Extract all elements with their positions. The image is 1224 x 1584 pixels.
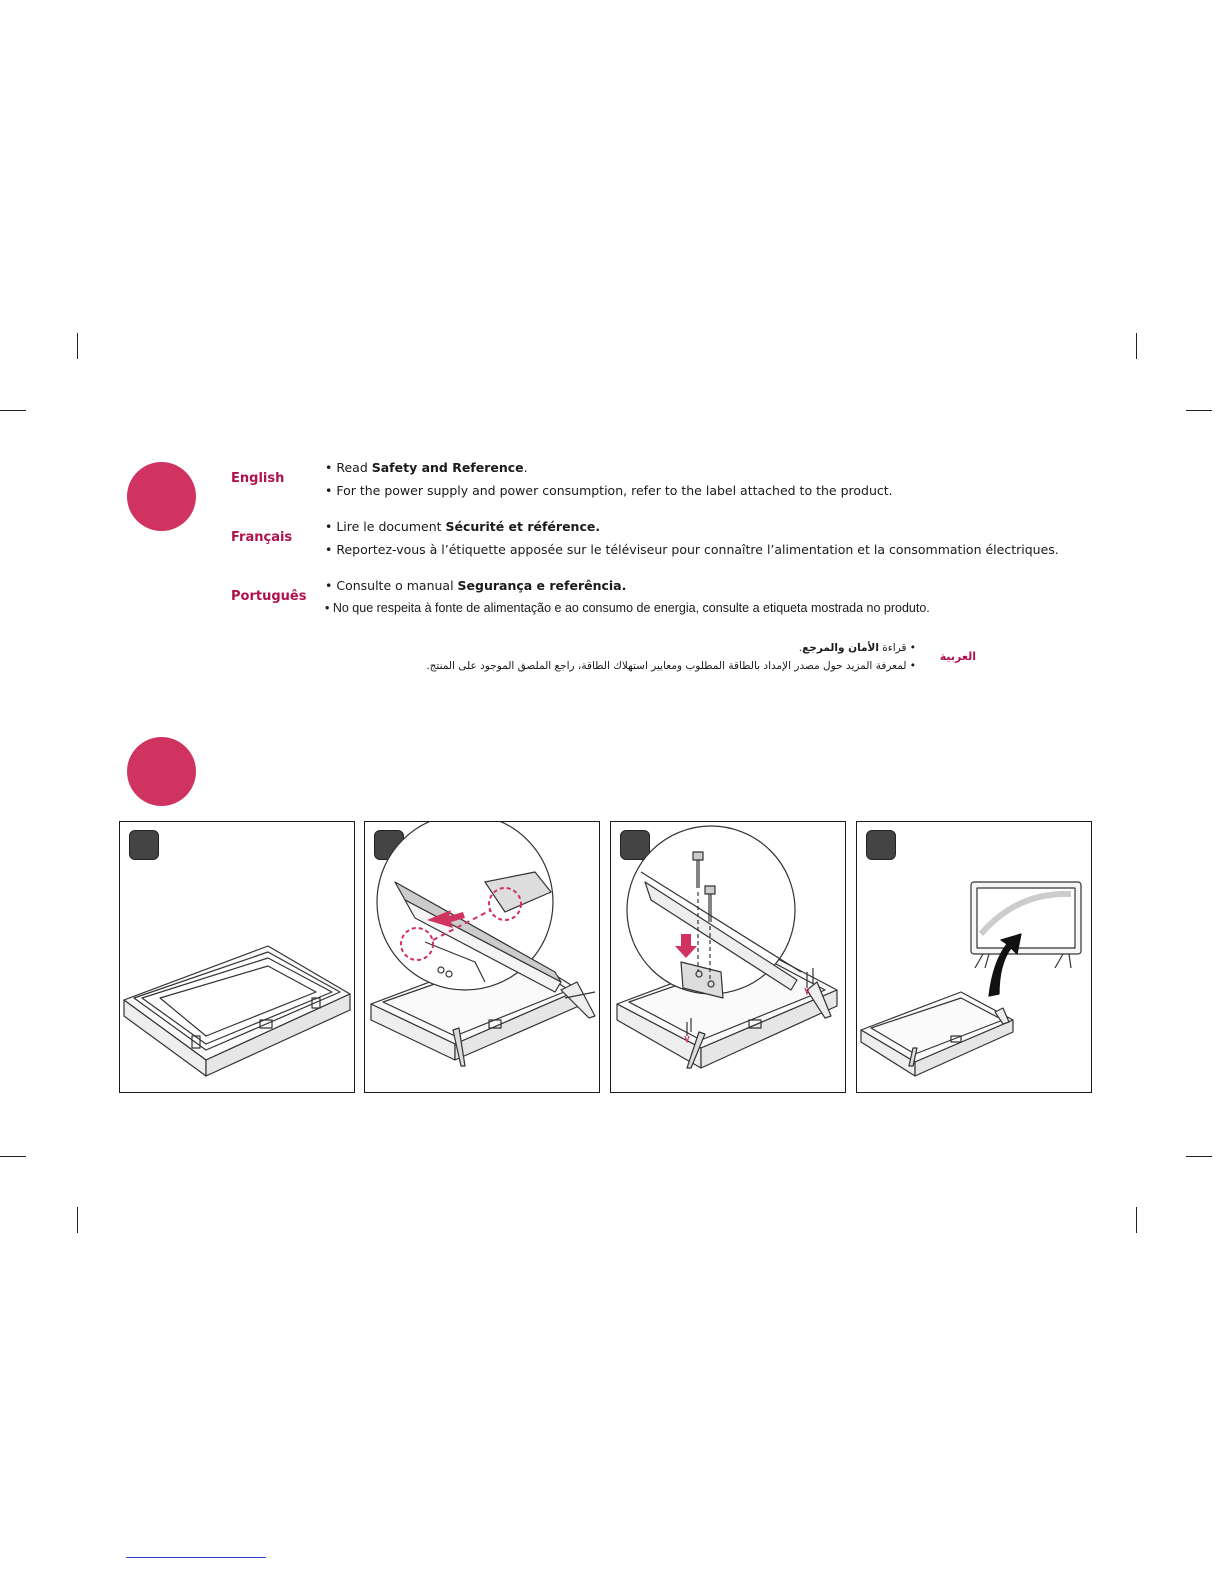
crop-mark-top-right xyxy=(1136,333,1137,359)
english-line-2: • For the power supply and power consumption, refer to the label attached to the product. xyxy=(325,483,893,498)
step-4-illustration xyxy=(857,822,1093,1094)
english-line-1 xyxy=(325,460,528,475)
arabic-line-2: • لمعرفة المزيد حول مصدر الإمداد بالطاقة المطلوب ومعايير استهلاك الطاقة، راجع الملصق الموجود على المنتج. xyxy=(426,660,916,672)
francais-line-1-prefix: • Lire le document xyxy=(325,519,446,534)
crop-mark-bottom-left xyxy=(77,1207,78,1233)
section-1-circle xyxy=(127,462,196,531)
step-2-illustration xyxy=(365,822,601,1094)
footer-rule xyxy=(126,1557,266,1558)
crop-mark-top-left-h xyxy=(0,410,26,411)
portugues-line-1-prefix: • Consulte o manual xyxy=(325,578,458,593)
portugues-line-2: • No que respeita à fonte de alimentação e ao consumo de energia, consulte a etiqueta mostrada no produto. xyxy=(325,601,930,615)
portugues-label: Português xyxy=(231,589,307,604)
step-1-panel xyxy=(119,821,355,1093)
arabic-line-1-bold: الأمان والمرجع xyxy=(802,642,879,654)
step-2-panel xyxy=(364,821,600,1093)
step-3-panel xyxy=(610,821,846,1093)
francais-line-2: • Reportez-vous à l’étiquette apposée sur le téléviseur pour connaître l’alimentation et la consommation électriques. xyxy=(325,542,1059,557)
francais-line-1-bold: Sécurité et référence. xyxy=(445,519,601,534)
step-4-panel xyxy=(856,821,1092,1093)
english-line-1-prefix: • Read xyxy=(325,460,372,475)
arabic-line-1 xyxy=(799,642,916,654)
crop-mark-top-right-h xyxy=(1186,410,1212,411)
english-line-1-bold: Safety and Reference xyxy=(371,460,524,475)
portugues-line-1-bold: Segurança e referência. xyxy=(457,578,627,593)
crop-mark-bottom-right xyxy=(1136,1207,1137,1233)
english-label: English xyxy=(231,471,285,486)
section-2-circle xyxy=(127,737,196,806)
arabic-line-1-suffix: . xyxy=(798,642,803,654)
francais-line-1 xyxy=(325,519,600,534)
arabic-line-1-prefix: • قراءة xyxy=(878,642,916,654)
english-line-1-suffix: . xyxy=(523,460,528,475)
step-1-illustration xyxy=(120,822,356,1094)
crop-mark-top-left xyxy=(77,333,78,359)
arabic-label: العربية xyxy=(939,650,976,663)
crop-mark-bottom-right-h xyxy=(1186,1156,1212,1157)
crop-mark-bottom-left-h xyxy=(0,1156,26,1157)
portugues-line-1 xyxy=(325,578,626,593)
step-3-illustration xyxy=(611,822,847,1094)
francais-label: Français xyxy=(231,530,293,545)
